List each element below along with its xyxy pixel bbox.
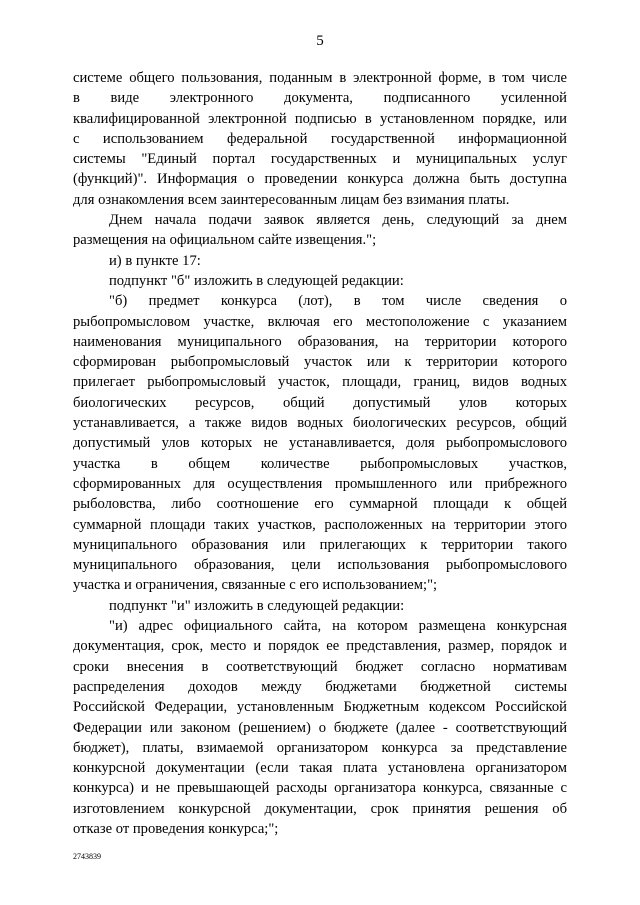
text-line: "б) предмет конкурса (лот), в том числе сведения о — [109, 293, 567, 310]
text-line: подпункт "и" изложить в следующей редакции: — [109, 597, 405, 614]
text-line: рыболовства, либо соотношение его суммарной площади к общей — [73, 496, 567, 513]
text-line: системе общего пользования, поданным в электронной форме, в том числе — [73, 70, 567, 86]
text-line: биологических ресурсов, общий допустимый улов которых — [73, 394, 567, 411]
text-line: допустимый улов которых не устанавливается, доля рыбопромыслового — [73, 435, 567, 452]
text-line: в виде электронного документа, подписанного усиленной — [73, 90, 567, 107]
text-line: размещения на официальном сайте извещения."; — [73, 232, 377, 249]
text-line: Федерации или законом (решением) о бюджете (далее - соответствующий — [73, 719, 567, 736]
text-line: рыбопромысловом участке, включая его местоположение с указанием — [73, 313, 567, 330]
text-line: муниципального образования, цели использования рыбопромыслового — [73, 557, 567, 574]
text-line: суммарной площади таких участков, расположенных на территории этого — [73, 516, 567, 533]
text-line: и) в пункте 17: — [109, 252, 201, 269]
page-number: 5 — [316, 33, 324, 49]
text-line: сформированных для осуществления промышленного или прибрежного — [73, 475, 567, 492]
text-line: муниципального образования или прилегающих к территории такого — [73, 536, 567, 553]
text-line: прилегает рыбопромысловый участок, площади, границ, видов водных — [73, 374, 567, 391]
text-line: изготовлением конкурсной документации, срок принятия решения об — [73, 800, 567, 817]
text-line: устанавливается, а также видов водных биологических ресурсов, общий — [73, 415, 567, 432]
text-line: (функций)". Информация о проведении конкурса должна быть доступна — [73, 171, 567, 188]
text-line: участка и ограничения, связанные с его использованием;"; — [73, 577, 438, 594]
text-line: для ознакомления всем заинтересованным лицам без взимания платы. — [73, 191, 510, 208]
text-line: "и) адрес официального сайта, на котором размещена конкурсная — [109, 618, 567, 635]
text-line: бюджет), платы, взимаемой организатором конкурса за представление — [73, 739, 567, 756]
text-line: системы "Единый портал государственных и муниципальных услуг — [73, 151, 567, 168]
text-line: отказе от проведения конкурса;"; — [73, 820, 279, 837]
text-line: конкурсной документации (если такая плата установлена организатором — [73, 760, 567, 777]
text-line: участка в общем количестве рыбопромысловых участков, — [73, 455, 567, 472]
text-line: распределения доходов между бюджетами бюджетной системы — [73, 678, 567, 695]
text-line: Российской Федерации, установленным Бюджетным кодексом Российской — [73, 699, 567, 716]
text-line: наименования муниципального образования, на территории которого — [73, 333, 567, 350]
text-line: сроки внесения в соответствующий бюджет согласно нормативам — [73, 658, 567, 675]
text-line: конкурса) и не превышающей расходы организатора конкурса, связанные с — [73, 780, 567, 797]
text-line: сформирован рыбопромысловый участок или к территории которого — [73, 354, 567, 371]
document-id: 2743839 — [73, 852, 101, 861]
body-text — [73, 68, 567, 839]
text-line: квалифицированной электронной подписью в установленном порядке, или — [73, 110, 567, 127]
text-line: Днем начала подачи заявок является день, следующий за днем — [109, 212, 567, 229]
text-line: подпункт "б" изложить в следующей редакции: — [109, 272, 404, 289]
text-line: документация, срок, место и порядок ее представления, размер, порядок и — [73, 638, 567, 655]
text-line: с использованием федеральной государственной информационной — [73, 130, 567, 147]
